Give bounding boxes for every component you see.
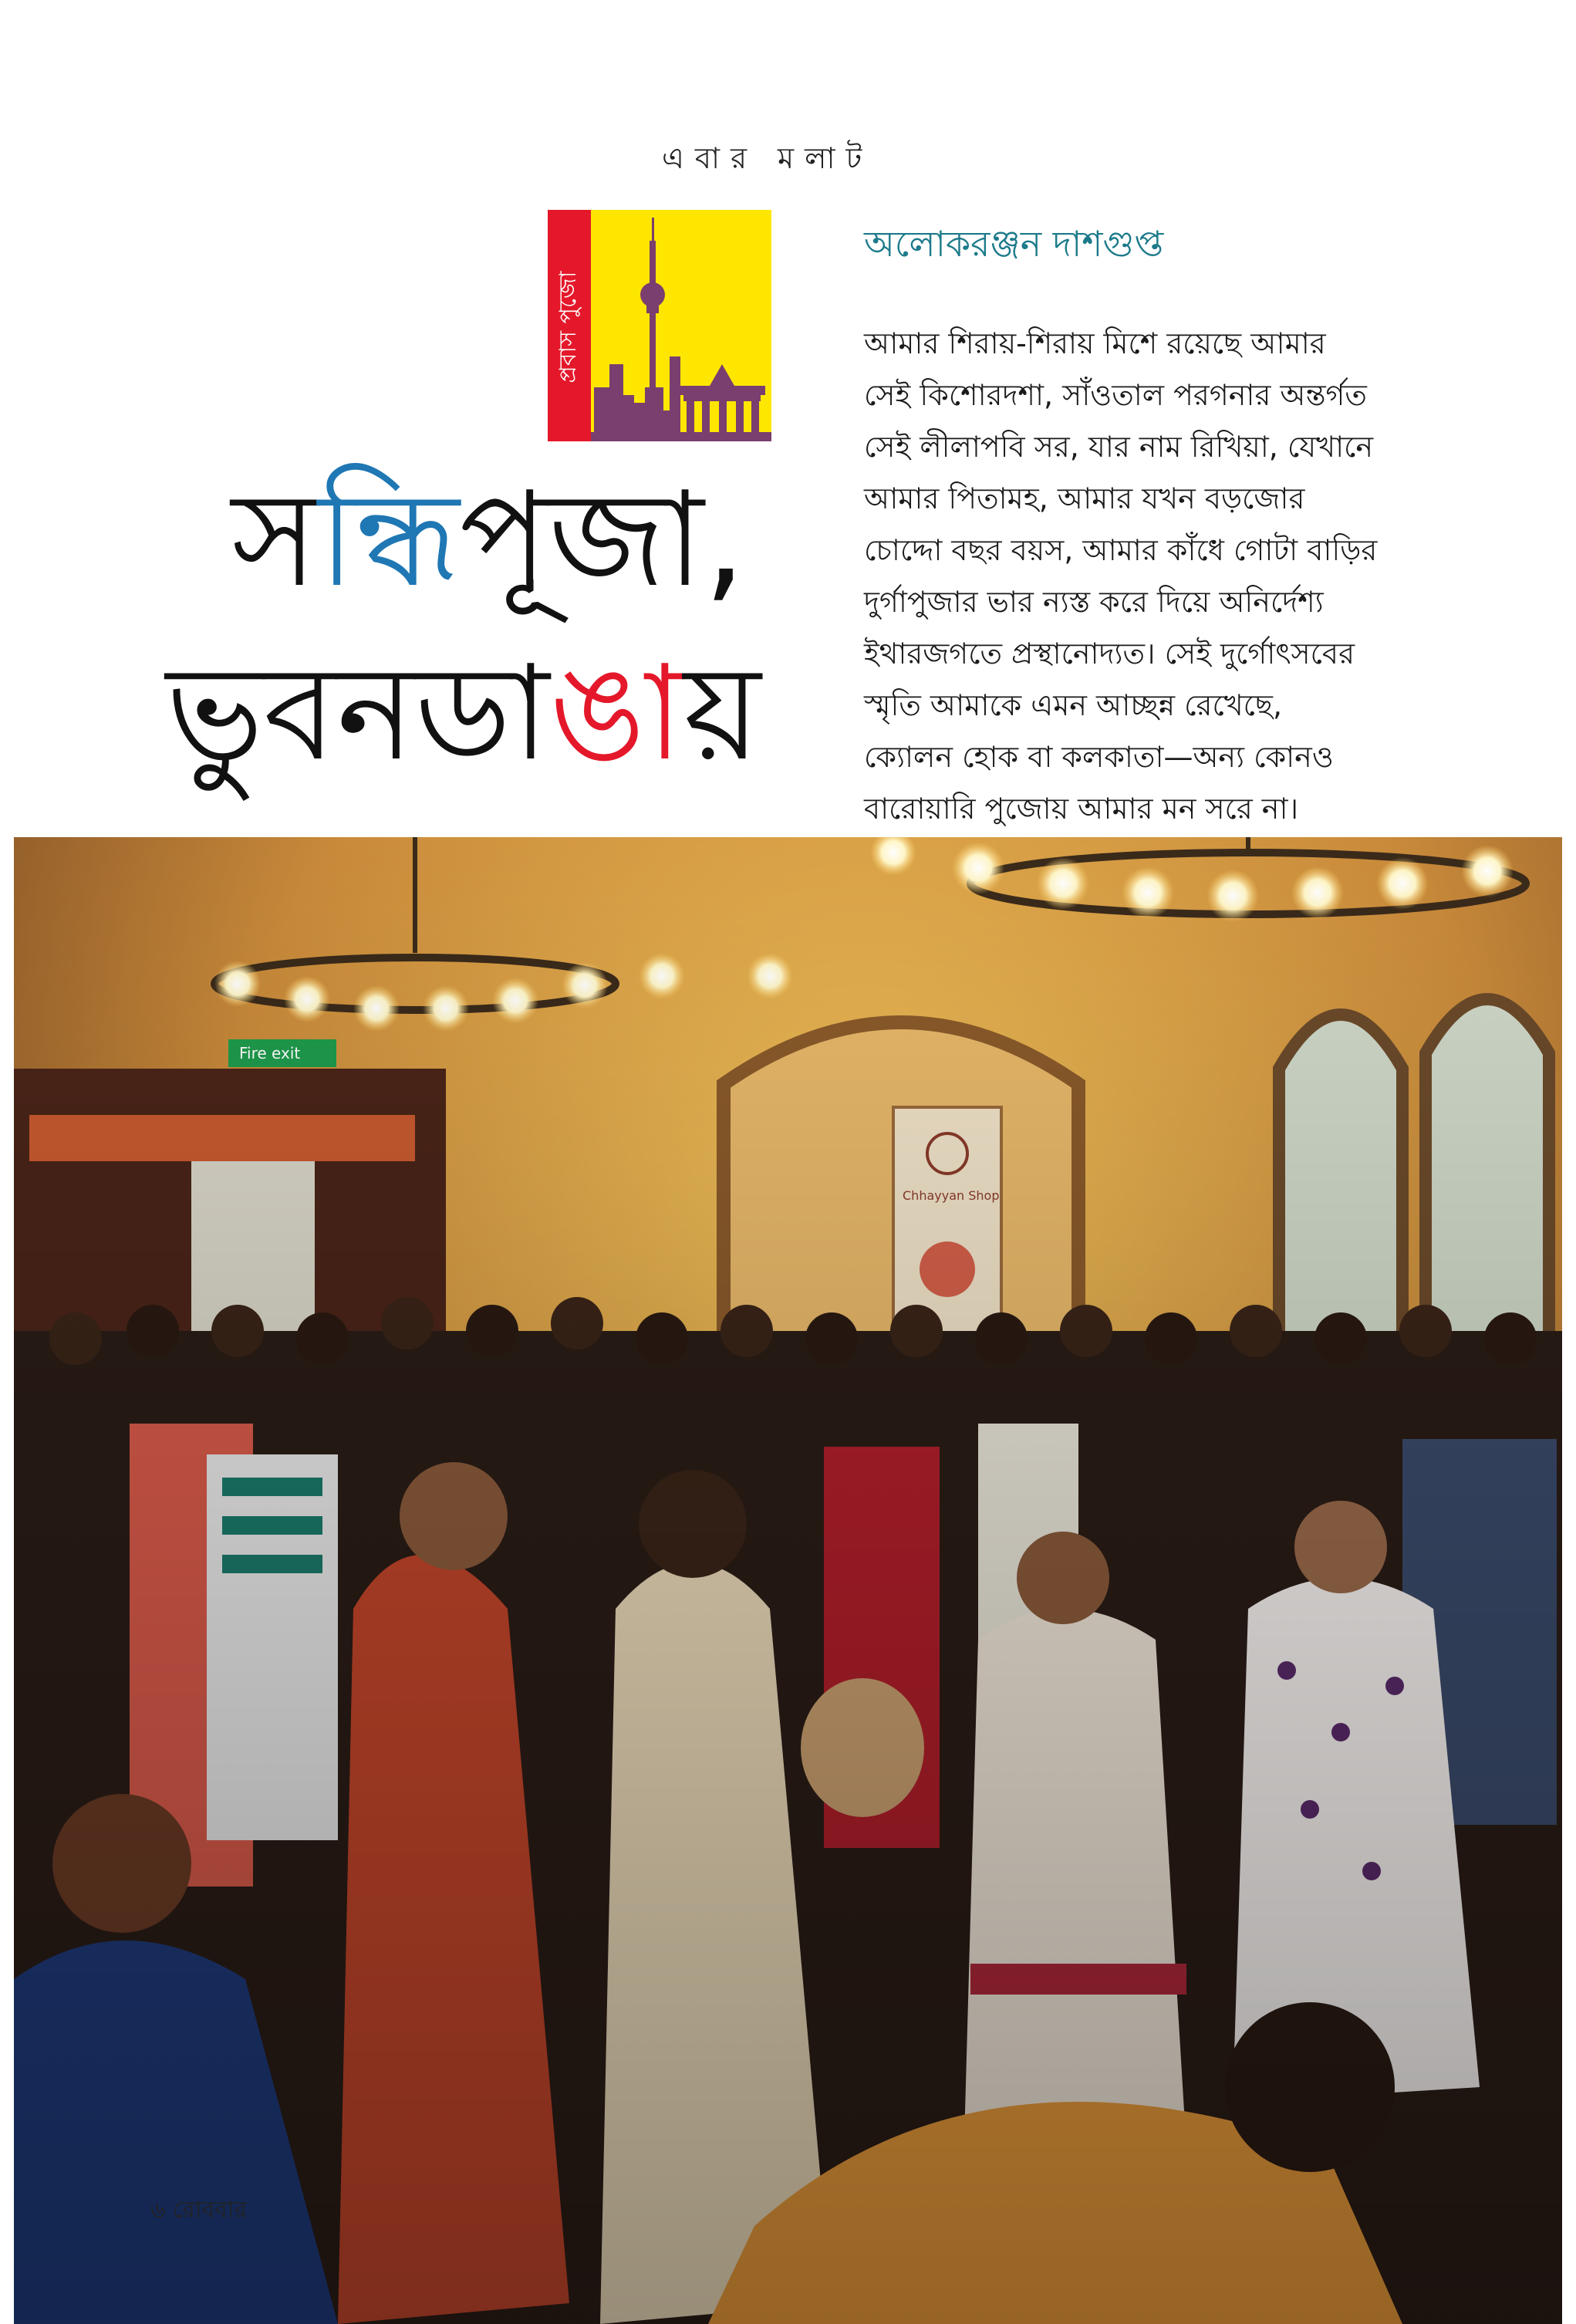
probash-pujo-logo (548, 210, 771, 441)
intro-line: সেই লীলাপবি সর, যার নাম রিখিয়া, যেখানে (864, 430, 1374, 464)
section-label: এবার মলাট (662, 141, 873, 175)
headline-2-start: ভুবনডা (166, 637, 550, 790)
intro-paragraph (864, 318, 1543, 835)
intro-line: চোদ্দো বছর বয়স, আমার কাঁধে গোটা বাড়ির (864, 533, 1378, 567)
intro-line: ক্যোলন হোক বা কলকাতা—অন্য কোনও (864, 740, 1334, 774)
page-folio: ৬ রোববার (150, 2197, 248, 2224)
author-byline: অলোকরঞ্জন দাশগুপ্ত (864, 223, 1164, 265)
puja-crowd-photo (14, 837, 1562, 2324)
headline-2-accent: ঙা (549, 637, 684, 790)
logo-text: প্রবাস পুজো (555, 271, 582, 383)
intro-line: স্মৃতি আমাকে এমন আচ্ছন্ন রেখেছে, (864, 688, 1283, 722)
intro-line: আমার শিরায়-শিরায় মিশে রয়েছে আমার (864, 326, 1326, 360)
headline-1-accent: ন্ধি (318, 464, 460, 616)
intro-line: আমার পিতামহ, আমার যখন বড়জোর (864, 481, 1305, 515)
intro-line: ইথারজগতে প্রস্থানোদ্যত। সেই দুর্গোৎসবের (864, 637, 1355, 671)
headline-1-start: স (231, 464, 319, 616)
headline-2-end: য় (683, 637, 761, 790)
headline-1-end: পূজা, (459, 464, 746, 616)
intro-line: সেই কিশোরদশা, সাঁওতাল পরগনার অন্তর্গত (864, 378, 1367, 412)
headline-line-2 (166, 633, 814, 795)
intro-line: দুর্গাপুজার ভার ন্যস্ত করে দিয়ে অনির্দেশ্য (864, 585, 1324, 619)
headline-line-1 (231, 463, 818, 617)
intro-line: বারোয়ারি পুজোয় আমার মন সরে না। (864, 792, 1299, 826)
